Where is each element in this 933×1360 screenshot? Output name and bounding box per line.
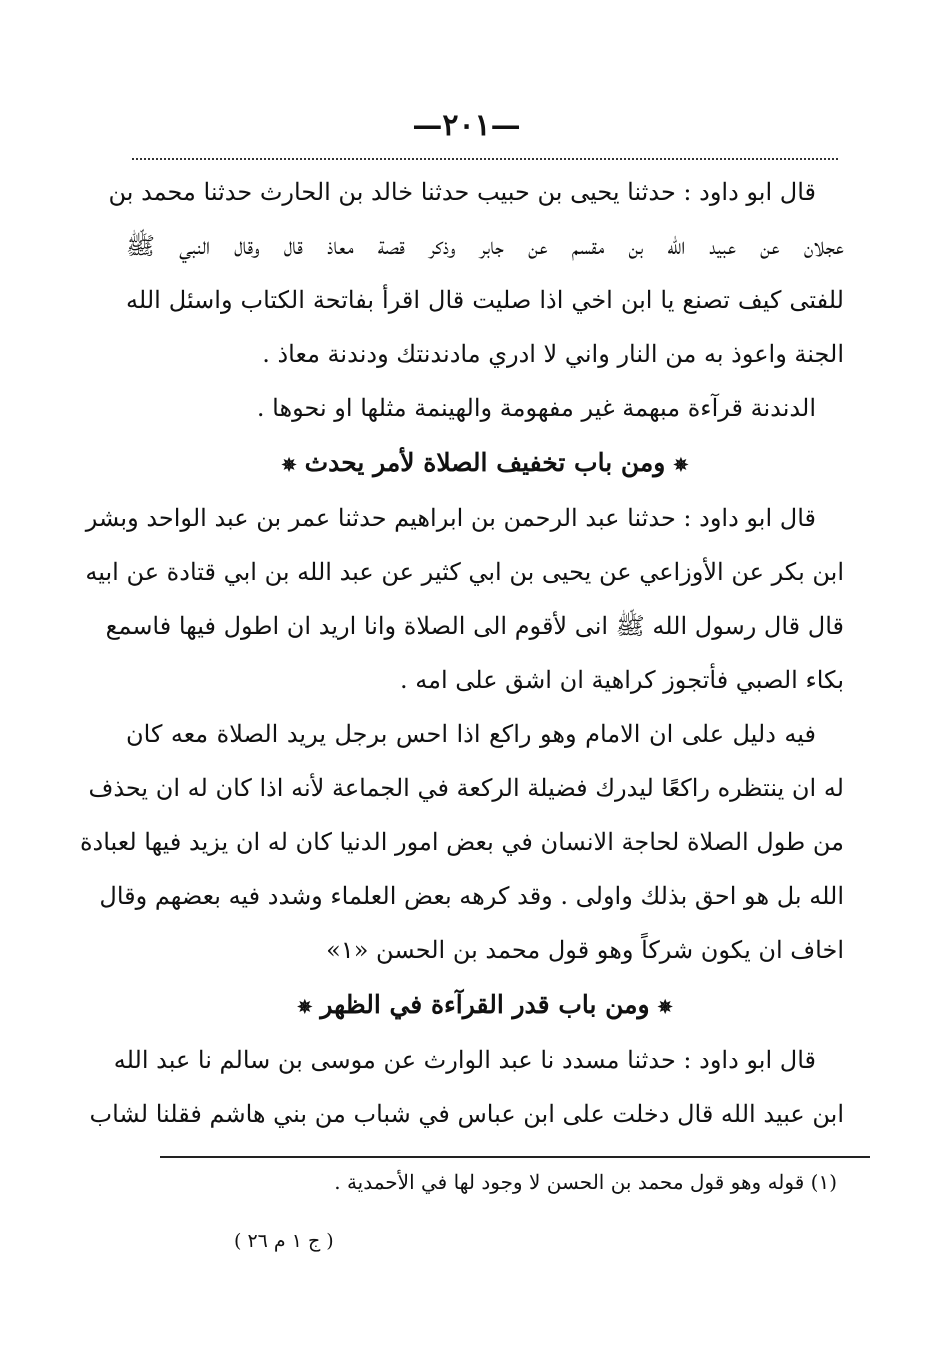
section-heading — [126, 435, 844, 491]
text-line: قال ابو داود : حدثنا مسدد نا عبد الوارث عن موسى بن سالم نا عبد الله — [113, 1046, 816, 1074]
text-line: الدندنة قرآءة مبهمة غير مفهومة والهينمة مثلها او نحوها . — [256, 394, 816, 422]
text-line: اخاف ان يكون شركاً وهو قول محمد بن الحسن «١» — [326, 936, 844, 964]
ornament-icon: ✵ — [657, 997, 673, 1018]
text-line: فيه دليل على ان الامام وهو راكع اذا احس برجل يريد الصلاة معه كان — [126, 720, 816, 748]
page-number: —٢٠١— — [412, 108, 521, 143]
text-line: عجلان عن عبيد الله بن مقسم عن جابر وذكر قصة معاذ قال وقال النبي ﷺ — [126, 232, 844, 260]
footnote-divider — [160, 1156, 870, 1158]
text-line: قال ابو داود : حدثنا عبد الرحمن بن ابراهيم حدثنا عمر بن عبد الواحد وبشر — [85, 504, 816, 532]
text-line: له ان ينتظره راكعًا ليدرك فضيلة الركعة في الجماعة لأنه اذا كان له ان يحذف — [88, 774, 844, 802]
text-line: للفتى كيف تصنع يا ابن اخي اذا صليت قال اقرأ بفاتحة الكتاب واسئل الله — [126, 286, 844, 314]
text-line: من طول الصلاة لحاجة الانسان في بعض امور الدنيا كان له ان يزيد فيها لعبادة — [79, 828, 844, 856]
text-line: قال قال رسول الله ﷺ انى لأقوم الى الصلاة وانا اريد ان اطول فيها فاسمع — [105, 612, 844, 640]
text-line: قال ابو داود : حدثنا يحيى بن حبيب حدثنا خالد بن الحارث حدثنا محمد بن — [108, 178, 816, 206]
text-line: ابن عبيد الله قال دخلت على ابن عباس في شباب من بني هاشم فقلنا لشاب — [89, 1100, 844, 1128]
text-line: الجنة واعوذ به من النار واني لا ادري مادندنتك ودندنة معاذ . — [262, 340, 844, 368]
main-text — [79, 165, 844, 1141]
ornament-icon: ✵ — [673, 455, 689, 476]
text-line: الله بل هو احق بذلك واولى . وقد كرهه بعض العلماء وشدد فيه بعضهم وقال — [99, 882, 844, 910]
section-heading — [126, 977, 844, 1033]
section-heading-text: ومن باب تخفيف الصلاة لأمر يحدث — [304, 448, 666, 477]
text-line: بكاء الصبي فأتجوز كراهية ان اشق على امه . — [399, 666, 844, 694]
ornament-icon: ✵ — [281, 455, 297, 476]
signature-mark: ( ج ١ م ٢٦ ) — [234, 1230, 334, 1252]
header-divider — [132, 158, 838, 160]
text-line: ابن بكر عن الأوزاعي عن يحيى بن ابي كثير عن عبد الله بن ابي قتادة عن ابيه — [85, 558, 844, 586]
ornament-icon: ✵ — [297, 997, 313, 1018]
section-heading-text: ومن باب قدر القرآءة في الظهر — [320, 990, 650, 1019]
footnote: (١) قوله وهو قول محمد بن الحسن لا وجود لها في الأحمدية . — [334, 1170, 837, 1194]
